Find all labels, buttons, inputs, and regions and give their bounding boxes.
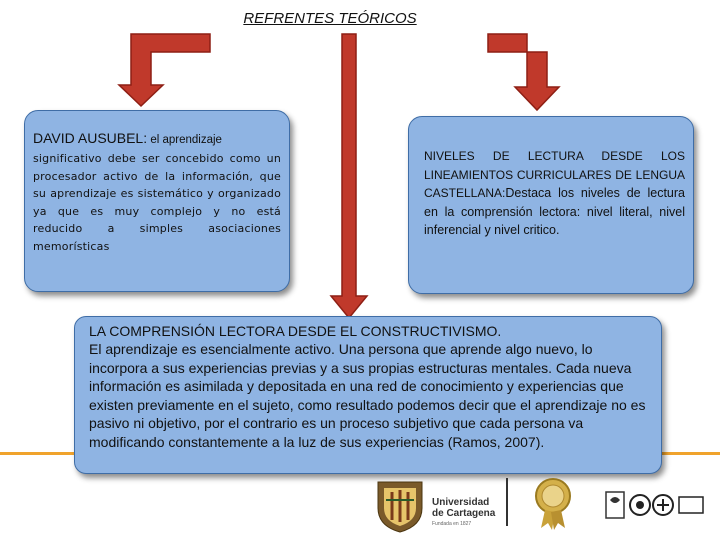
ausubel-text: significativo debe ser concebido como un procesador activo de la información, que su aprendizaje es sistemático y organizado ya que es muy complejo y no está reducido a simples asociaciones memorísticas xyxy=(33,152,281,253)
ausubel-lead-rest: el aprendizaje xyxy=(147,134,222,146)
niveles-heading: NIVELES DE LECTURA DESDE LOS LINEAMIENTOS CURRICULARES DE LENGUA CASTELLANA: xyxy=(424,149,685,200)
niveles-box xyxy=(408,116,694,294)
constructivismo-box xyxy=(74,316,662,474)
certification-logos-icon xyxy=(606,492,703,518)
niveles-paragraph xyxy=(424,147,685,240)
constructivismo-heading: LA COMPRENSIÓN LECTORA DESDE EL CONSTRUCTIVISMO. xyxy=(89,323,502,339)
logo-divider xyxy=(506,478,508,526)
niveles-text: Destaca los niveles de lectura en la comprensión lectora: nivel literal, nivel inferencial y nivel critico. xyxy=(424,186,685,237)
university-crest-icon xyxy=(378,482,422,532)
ausubel-box xyxy=(24,110,290,292)
constructivismo-text: El aprendizaje es esencialmente activo. Una persona que aprende algo nuevo, lo incorpora a sus experiencias previas y a sus propias estructuras mentales. Cada nueva información es asimilada y depositada en una red de conocimiento y experiencias que existen previamente en el sujeto, como resultado podemos decir que el aprendizaje no es pasivo ni objetivo, por el contrario es un proceso subjetivo que cada persona va modificando constantemente a la luz de sus experiencias (Ramos, 2007). xyxy=(89,341,646,450)
page-title: REFRENTES TEÓRICOS xyxy=(243,10,417,27)
gold-seal-icon xyxy=(536,479,570,530)
ausubel-lead: DAVID AUSUBEL: xyxy=(33,130,148,146)
footer-logos xyxy=(0,470,720,540)
right-bent-arrow xyxy=(488,34,559,110)
center-down-arrow xyxy=(331,34,367,318)
university-name: Universidad de Cartagena xyxy=(432,497,496,519)
left-bent-arrow xyxy=(119,34,210,106)
university-subtitle: Fundada en 1827 xyxy=(432,521,472,527)
